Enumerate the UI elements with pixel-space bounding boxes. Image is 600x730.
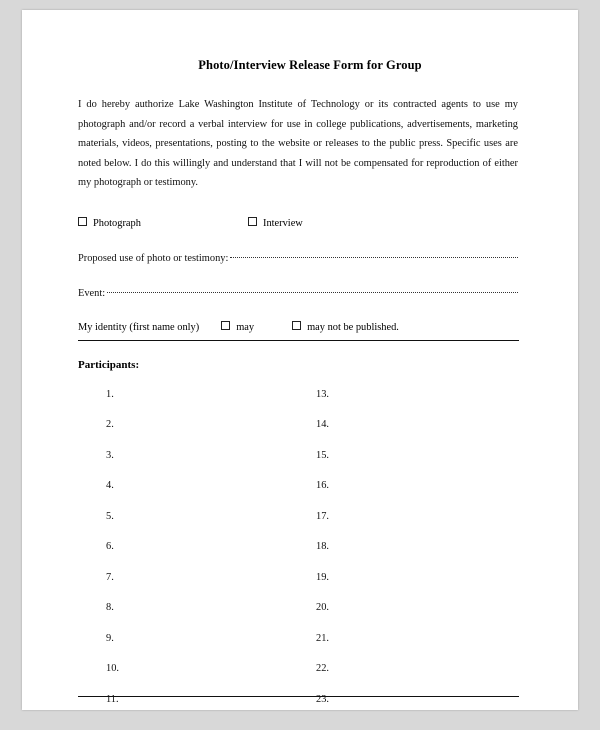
list-item[interactable]: 10. xyxy=(106,663,119,674)
field-proposed-use-input[interactable] xyxy=(230,246,518,258)
list-item[interactable]: 4. xyxy=(106,480,114,491)
checkbox-interview-label: Interview xyxy=(263,217,303,229)
checkbox-interview[interactable] xyxy=(248,217,303,229)
list-item[interactable]: 9. xyxy=(106,632,114,644)
checkbox-may[interactable] xyxy=(221,321,254,333)
list-item[interactable]: 13. xyxy=(316,388,329,400)
list-item[interactable]: 19. xyxy=(316,571,329,583)
list-item[interactable]: 23. xyxy=(316,693,329,705)
list-item[interactable]: 21. xyxy=(316,632,329,644)
list-item[interactable]: 2. xyxy=(106,419,114,430)
media-type-checkbox-row xyxy=(78,217,518,229)
checkbox-may-not-label: may not be published. xyxy=(307,321,399,333)
checkbox-icon[interactable] xyxy=(248,217,257,226)
list-item[interactable]: 8. xyxy=(106,602,114,613)
field-event-input[interactable] xyxy=(107,281,518,293)
list-item[interactable]: 6. xyxy=(106,541,114,552)
list-item[interactable]: 11. xyxy=(106,693,119,705)
field-event-label: Event: xyxy=(78,287,106,299)
field-proposed-use-label: Proposed use of photo or testimony: xyxy=(78,252,229,264)
page-bottom-divider xyxy=(78,696,519,697)
participants-column-right xyxy=(316,389,329,711)
list-item[interactable]: 22. xyxy=(316,663,329,674)
field-event xyxy=(78,284,518,299)
checkbox-photograph-label: Photograph xyxy=(93,217,141,229)
identity-publication-row xyxy=(78,321,519,341)
list-item[interactable]: 17. xyxy=(316,510,329,522)
participants-column-left xyxy=(106,389,119,711)
field-proposed-use xyxy=(78,249,518,264)
document-page xyxy=(22,10,578,710)
document-content xyxy=(78,58,518,705)
checkbox-may-not[interactable] xyxy=(292,321,399,333)
list-item[interactable]: 20. xyxy=(316,602,329,613)
list-item[interactable]: 16. xyxy=(316,480,329,491)
list-item[interactable]: 5. xyxy=(106,510,114,522)
list-item[interactable]: 1. xyxy=(106,388,114,400)
list-item[interactable]: 14. xyxy=(316,419,329,430)
list-item[interactable]: 7. xyxy=(106,571,114,583)
checkbox-icon[interactable] xyxy=(292,321,301,330)
identity-label: My identity (first name only) xyxy=(78,321,200,333)
list-item[interactable]: 15. xyxy=(316,449,329,461)
participants-heading: Participants: xyxy=(78,358,140,371)
checkbox-icon[interactable] xyxy=(78,217,87,226)
list-item[interactable]: 18. xyxy=(316,541,329,552)
checkbox-icon[interactable] xyxy=(221,321,230,330)
checkbox-may-label: may xyxy=(236,321,255,333)
checkbox-photograph[interactable] xyxy=(78,217,248,229)
page-title: Photo/Interview Release Form for Group xyxy=(198,58,422,72)
list-item[interactable]: 3. xyxy=(106,449,114,461)
authorization-paragraph: I do hereby authorize Lake Washington Institute of Technology or its contracted agents to use my photograph and/or record a verbal interview for use in college publications, advertisements, marketing materials, videos, presentations, posting to the website or releases to the public press. Specific uses are noted below. I do this willingly and understand that I will not be compensated for reproduction of either my photograph or testimony. xyxy=(78,99,518,188)
